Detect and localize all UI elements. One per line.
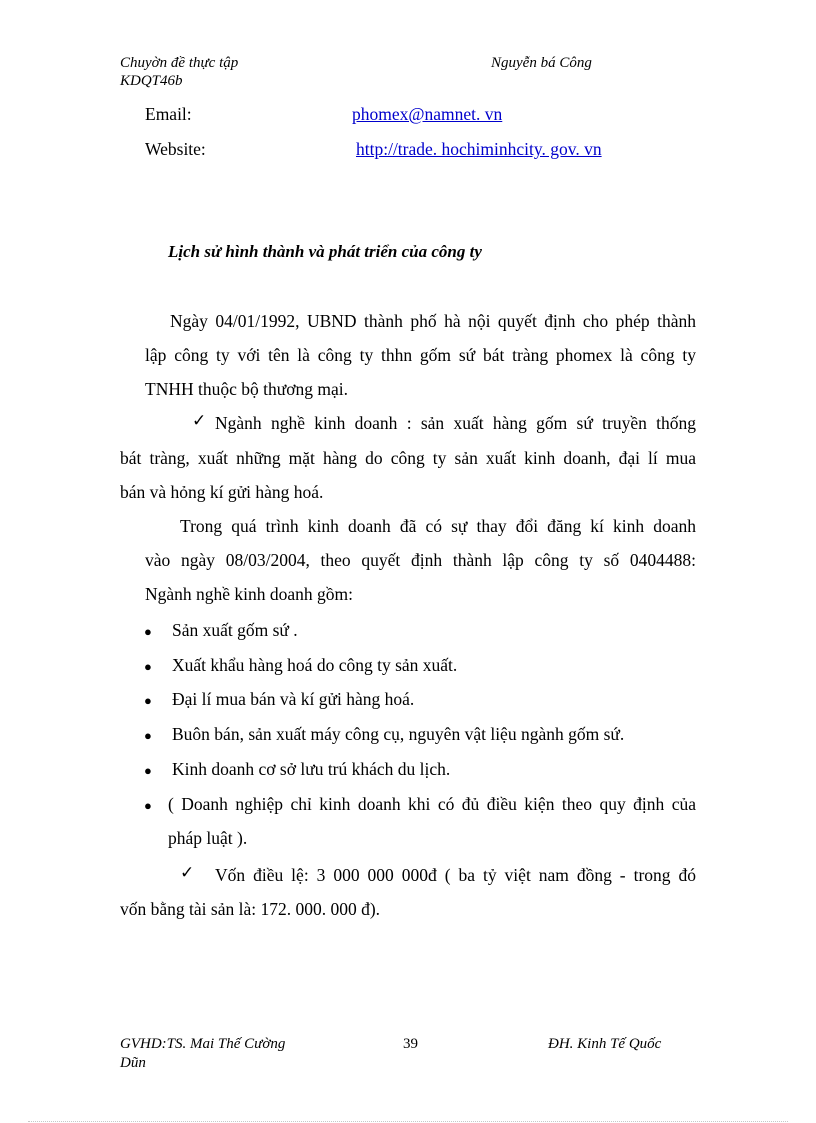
para1-line1: Ngày 04/01/1992, UBND thành phố hà nội quyết định cho phép thành: [170, 311, 696, 331]
para2-line1: Ngành nghề kinh doanh : sản xuất hàng gốm sứ truyền thống: [215, 413, 696, 433]
bullet-item-continuation: pháp luật ).: [168, 828, 248, 848]
website-label: Website:: [145, 139, 206, 159]
check-icon: ✓: [180, 863, 195, 882]
header-right: Nguyễn bá Công: [491, 55, 592, 71]
bullet-icon: ●: [144, 624, 152, 639]
bullet-item: Đại lí mua bán và kí gửi hàng hoá.: [172, 689, 415, 709]
bullet-icon: ●: [144, 693, 152, 708]
footer-right: ĐH. Kinh Tế Quốc: [548, 1036, 662, 1052]
bullet-icon: ●: [144, 728, 152, 743]
header-left-line1: Chuyờn đề thực tập: [120, 55, 239, 71]
para3-line1: Trong quá trình kinh doanh đã có sự thay đổi đăng kí kinh doanh: [180, 516, 696, 536]
bullet-item: Kinh doanh cơ sở lưu trú khách du lịch.: [172, 759, 451, 779]
email-link[interactable]: phomex@namnet. vn: [352, 104, 503, 124]
para4-line2: vốn bằng tài sản là: 172. 000. 000 đ).: [120, 899, 381, 919]
email-label: Email:: [145, 104, 192, 124]
para1-line3: TNHH thuộc bộ thương mại.: [145, 379, 348, 399]
bullet-item: Buôn bán, sản xuất máy công cụ, nguyên vật liệu ngành gốm sứ.: [172, 724, 625, 744]
para2-line2: bát tràng, xuất những mặt hàng do công ty sản xuất kinh doanh, đại lí mua: [120, 448, 696, 468]
bullet-item: ( Doanh nghiệp chỉ kinh doanh khi có đủ điều kiện theo quy định của: [168, 794, 696, 814]
para3-line2: vào ngày 08/03/2004, theo quyết định thành lập công ty số 0404488:: [145, 550, 696, 570]
footer-left-line2: Dũn: [120, 1055, 146, 1071]
bullet-icon: ●: [144, 763, 152, 778]
check-icon: ✓: [192, 411, 207, 430]
para3-line3: Ngành nghề kinh doanh gồm:: [145, 584, 354, 604]
page-number: 39: [403, 1036, 418, 1052]
website-link[interactable]: http://trade. hochiminhcity. gov. vn: [356, 139, 602, 159]
bullet-item: Sản xuất gốm sứ .: [172, 620, 298, 640]
para2-line3: bán và hỏng kí gửi hàng hoá.: [120, 482, 324, 502]
para1-line2: lập công ty với tên là công ty thhn gốm sứ bát tràng phomex là công ty: [145, 345, 696, 365]
footer-left-line1: GVHD:TS. Mai Thế Cường: [120, 1036, 286, 1052]
page-bottom-divider: [28, 1121, 788, 1122]
bullet-icon: ●: [144, 798, 152, 813]
bullet-item: Xuất khẩu hàng hoá do công ty sản xuất.: [172, 655, 458, 675]
para4-line1: Vốn điều lệ: 3 000 000 000đ ( ba tỷ việt nam đồng - trong đó: [215, 865, 696, 885]
section-title: Lịch sử hình thành và phát triển của công ty: [168, 242, 482, 261]
header-left-line2: KDQT46b: [120, 73, 183, 89]
bullet-icon: ●: [144, 659, 152, 674]
